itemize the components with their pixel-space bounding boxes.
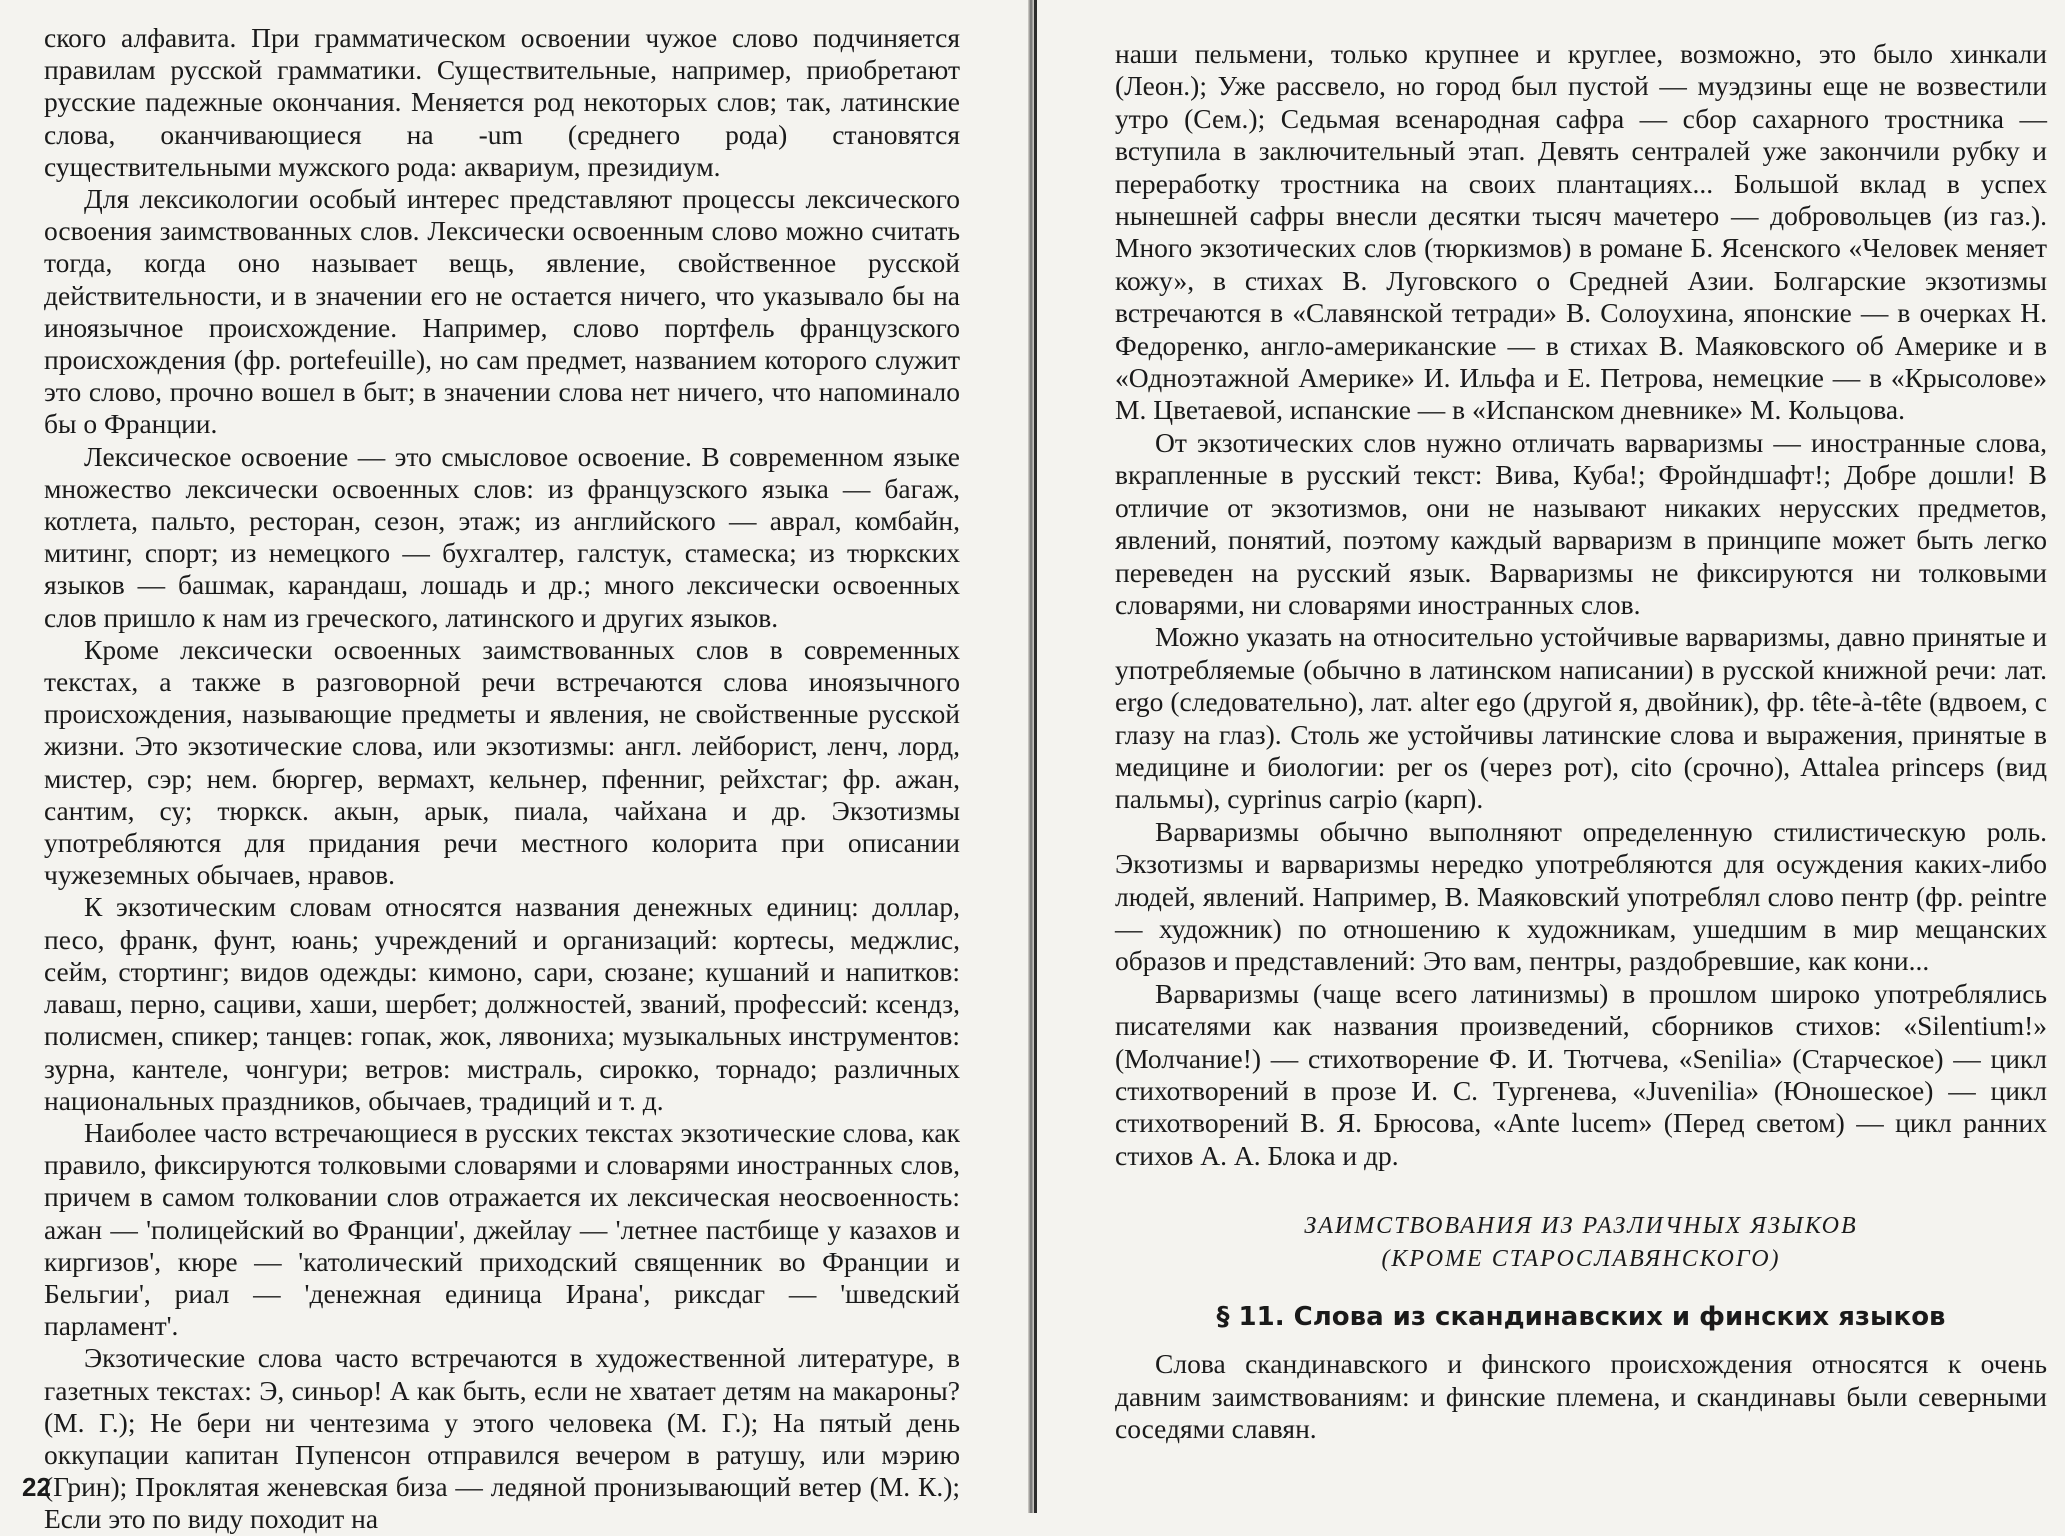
paragraph: Экзотические слова часто встречаются в художественной литературе, в газетных текстах: Э, синьор! А как быть, если не хватает детям на макароны? (М. Г.); Не бери ни чентезима у этого человека (М. Г.); На пятый день оккупации капитан Пупенсон отправился вечером в ратушу, или мэрию (Грин); Проклятая женевская биза — ледяной пронизывающий ветер (М. К.); Если это по виду походит на <box>44 1342 960 1535</box>
chapter-heading-line: (КРОМЕ СТАРОСЛАВЯНСКОГО) <box>1381 1246 1781 1273</box>
paragraph: Можно указать на относительно устойчивые варваризмы, давно принятые и употребляемые (обычно в латинском написании) в русской книжной речи: лат. ergo (следовательно), лат. alter ego (другой я, двойник), фр. tête-à-tête (вдвоем, с глазу на глаз). Столь же устойчивы латинские слова и выражения, принятые в медицине и биологии: per os (через рот), cito (срочно), Attalea princeps (вид пальмы), cyprinus carpio (карп). <box>1115 621 2047 815</box>
paragraph: Лексическое освоение — это смысловое освоение. В современном языке множество лексически освоенных слов: из французского языка — багаж, котлета, пальто, ресторан, сезон, этаж; из английского — аврал, комбайн, митинг, спорт; из немецкого — бухгалтер, галстук, стамеска; из тюркских языков — башмак, карандаш, лошадь и др.; много лексически освоенных слов пришло к нам из греческого, латинского и других языков. <box>44 440 960 633</box>
paragraph: Кроме лексически освоенных заимствованных слов в современных текстах, а также в разговорной речи встречаются слова иноязычного происхождения, называющие предметы и явления, не свойственные русской жизни. Это экзотические слова, или экзотизмы: англ. лейборист, ленч, лорд, мистер, сэр; нем. бюргер, вермахт, кельнер, пфенниг, рейхстаг; фр. ажан, сантим, су; тюркск. акын, арык, пиала, чайхана и др. Экзотизмы употребляются для придания речи местного колорита при описании чужеземных обычаев, нравов. <box>44 633 960 891</box>
paragraph: Слова скандинавского и финского происхождения относятся к очень давним заимствованиям: и финские племена, и скандинавы были северными соседями славян. <box>1115 1348 2047 1445</box>
paragraph: ского алфавита. При грамматическом освоении чужое слово подчиняется правилам русской грамматики. Существительные, например, приобретают русские падежные окончания. Меняется род некоторых слов; так, латинские слова, оканчивающиеся на -um (среднего рода) становятся существительными мужского рода: аквариум, президиум. <box>44 22 960 182</box>
paragraph: Наиболее часто встречающиеся в русских текстах экзотические слова, как правило, фиксируются толковыми словарями и словарями иностранных слов, причем в самом толковании слов отражается их лексическая неосвоенность: ажан — 'полицейский во Франции', джейлау — 'летнее пастбище у казахов и киргизов', кюре — 'католический приходский священник во Франции и Бельгии', риал — 'денежная единица Ирана', риксдаг — 'шведский парламент'. <box>44 1116 960 1342</box>
paragraph: Варваризмы (чаще всего латинизмы) в прошлом широко употреблялись писателями как названия произведений, сборников стихов: «Silentium!» (Молчание!) — стихотворение Ф. И. Тютчева, «Senilia» (Старческое) — цикл стихотворений в прозе И. С. Тургенева, «Juvenilia» (Юношеское) — цикл стихотворений В. Я. Брюсова, «Ante lucem» (Перед светом) — цикл ранних стихов А. А. Блока и др. <box>1115 977 2047 1171</box>
paragraph: Для лексикологии особый интерес представляют процессы лексического освоения заимствованных слов. Лексически освоенным слово можно считать тогда, когда оно называет вещь, явление, свойственное русской действительности, и в значении его не остается ничего, что указывало бы на иноязычное происхождение. Например, слово портфель французского происхождения (фр. portefeuille), но сам предмет, названием которого служит это слово, прочно вошел в быт; в значении слова нет ничего, что напоминало бы о Франции. <box>44 183 960 440</box>
section-title: § 11. Слова из скандинавских и финских языков <box>1216 1302 1946 1333</box>
chapter-heading-line: ЗАИМСТВОВАНИЯ ИЗ РАЗЛИЧНЫХ ЯЗЫКОВ <box>1304 1213 1858 1240</box>
paragraph: От экзотических слов нужно отличать варваризмы — иностранные слова, вкрапленные в русский текст: Вива, Куба!; Фройндшафт!; Добре дошли! В отличие от экзотизмов, они не называют никаких нерусских предметов, явлений, понятий, поэтому каждый варваризм в принципе может быть легко переведен на русский язык. Варваризмы не фиксируются ни толковыми словарями, ни словарями иностранных слов. <box>1115 426 2047 620</box>
right-page <box>1035 0 2065 1513</box>
chapter-heading <box>1115 1210 2047 1276</box>
page-number: 22 <box>22 1472 51 1502</box>
paragraph: Варваризмы обычно выполняют определенную стилистическую роль. Экзотизмы и варваризмы нередко употребляются для осуждения каких-либо людей, явлений. Например, В. Маяковский употреблял слово пентр (фр. peintre — художник) по отношению к художникам, ушедшим в мир мещанских образов и представлений: Это вам, пентры, раздобревшие, как кони... <box>1115 815 2047 977</box>
paragraph: наши пельмени, только крупнее и круглее, возможно, это было хинкали (Леон.); Уже рассвело, но город был пустой — муэдзины еще не возвестили утро (Сем.); Седьмая всенародная сафра — сбор сахарного тростника — вступила в заключительный этап. Девять сентралей уже закончили рубку и переработку тростника на своих плантациях... Большой вклад в успех нынешней сафры внесли десятки тысяч мачетеро — добровольцев (из газ.). Много экзотических слов (тюркизмов) в романе Б. Ясенского «Человек меняет кожу», в стихах В. Луговского о Средней Азии. Болгарские экзотизмы встречаются в «Славянской тетради» В. Солоухина, японские — в очерках Н. Федоренко, англо-американские — в стихах В. Маяковского об Америке и в «Одноэтажной Америке» И. Ильфа и Е. Петрова, немецкие — в «Крысолове» М. Цветаевой, испанские — в «Испанском дневнике» М. Кольцова. <box>1115 38 2047 426</box>
paragraph: К экзотическим словам относятся названия денежных единиц: доллар, песо, франк, фунт, юань; учреждений и организаций: кортесы, меджлис, сейм, стортинг; видов одежды: кимоно, сари, сюзане; кушаний и напитков: лаваш, перно, сациви, хаши, шербет; должностей, званий, профессий: ксендз, полисмен, спикер; танцев: гопак, жок, лявониха; музыкальных инструментов: зурна, кантеле, чонгури; ветров: мистраль, сирокко, торнадо; различных национальных праздников, обычаев, традиций и т. д. <box>44 891 960 1116</box>
left-page <box>0 0 1030 1535</box>
